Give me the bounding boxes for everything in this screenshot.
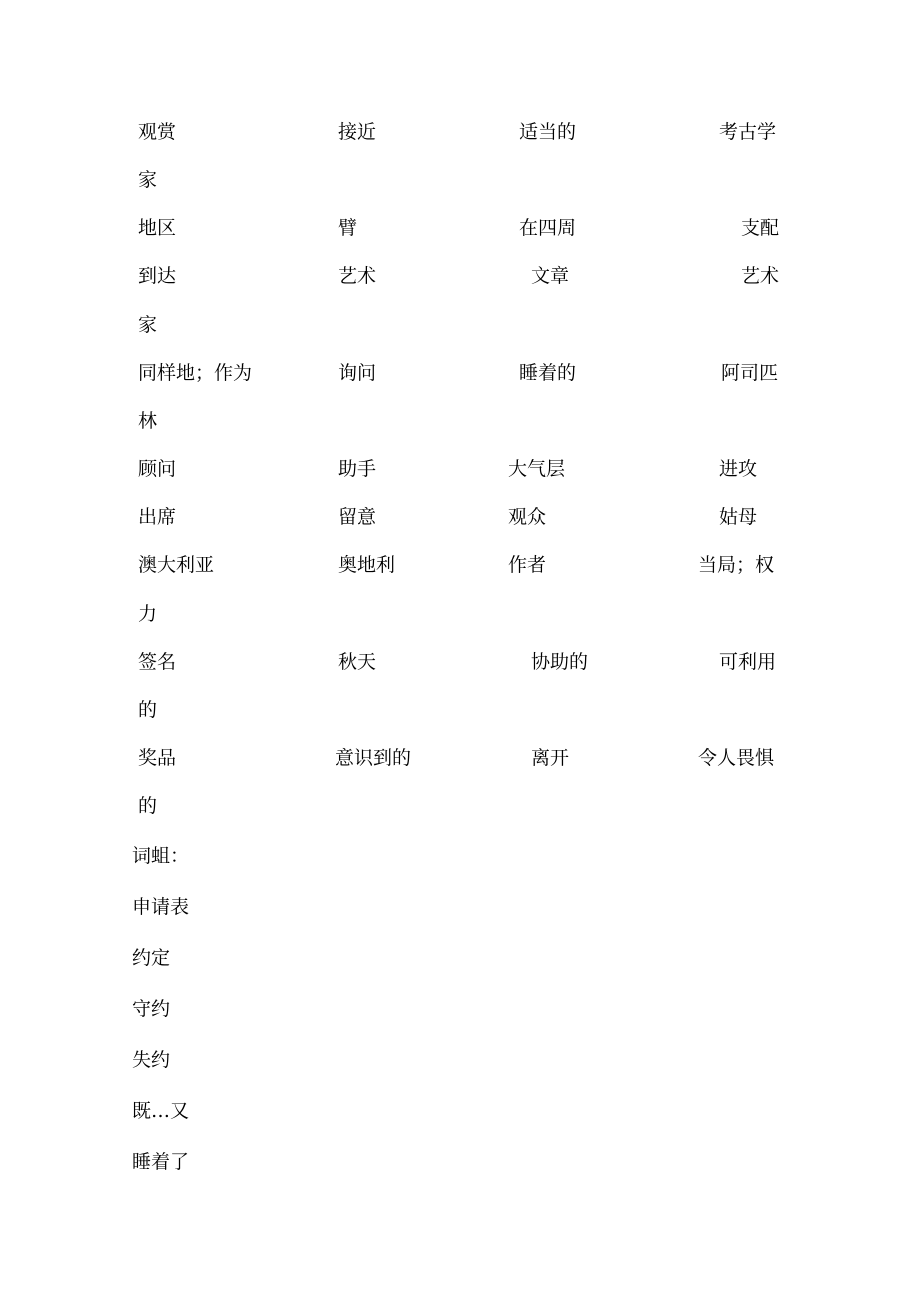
vocab-r3-c4: 艺术 — [741, 265, 780, 287]
vocab-r1-c1: 观赏 — [138, 121, 177, 143]
vocab-r9-c2: 意识到的 — [335, 747, 412, 769]
vocab-r9-wrap: 的 — [138, 795, 158, 817]
phrases-heading: 词蛆： — [132, 845, 190, 867]
phrase-item: 既…又 — [132, 1100, 190, 1122]
vocab-r6-c3: 观众 — [508, 506, 547, 528]
vocab-r7-c1: 澳大利亚 — [138, 554, 215, 576]
vocab-r5-c1: 顾问 — [138, 458, 177, 480]
vocab-r3-c2: 艺术 — [338, 265, 377, 287]
phrase-item: 申请表 — [132, 896, 190, 918]
vocab-r5-c4: 进攻 — [719, 458, 758, 480]
vocab-r1-wrap: 家 — [138, 169, 158, 191]
vocab-r7-c3: 作者 — [508, 554, 547, 576]
vocab-r7-c4: 当局；权 — [698, 554, 775, 576]
vocab-r6-c4: 姑母 — [719, 506, 758, 528]
phrase-item: 约定 — [132, 947, 171, 969]
vocab-r1-c4: 考古学 — [719, 121, 777, 143]
vocab-r2-c2: 臂 — [338, 217, 358, 239]
vocab-r9-c3: 离开 — [531, 747, 570, 769]
vocab-r3-c3: 文章 — [531, 265, 570, 287]
vocab-r6-c1: 出席 — [138, 506, 177, 528]
vocab-r6-c2: 留意 — [338, 506, 377, 528]
vocab-r8-c3: 协助的 — [531, 651, 589, 673]
vocab-r4-c3: 睡着的 — [519, 362, 577, 384]
vocab-r9-c1: 奖品 — [138, 747, 177, 769]
vocab-r9-c4: 令人畏惧 — [698, 747, 775, 769]
vocab-r3-wrap: 家 — [138, 314, 158, 336]
vocab-r8-c4: 可利用 — [719, 651, 777, 673]
vocab-r4-c2: 询问 — [338, 362, 377, 384]
vocab-r2-c1: 地区 — [138, 217, 177, 239]
vocab-r1-c2: 接近 — [338, 121, 377, 143]
vocab-r2-c4: 支配 — [741, 217, 780, 239]
vocab-r4-wrap: 林 — [138, 410, 158, 432]
vocab-r5-c3: 大气层 — [508, 458, 566, 480]
vocab-r5-c2: 助手 — [338, 458, 377, 480]
vocab-r2-c3: 在四周 — [519, 217, 577, 239]
vocab-r8-c2: 秋天 — [338, 651, 377, 673]
phrase-item: 守约 — [132, 998, 171, 1020]
vocab-r3-c1: 到达 — [138, 265, 177, 287]
vocab-r1-c3: 适当的 — [519, 121, 577, 143]
vocab-r7-wrap: 力 — [138, 603, 158, 625]
vocab-r8-c1: 签名 — [138, 651, 177, 673]
vocab-r7-c2: 奥地利 — [338, 554, 396, 576]
vocab-r4-c1: 同样地；作为 — [138, 362, 253, 384]
vocab-r8-wrap: 的 — [138, 699, 158, 721]
phrase-item: 睡着了 — [132, 1151, 190, 1173]
phrase-item: 失约 — [132, 1049, 171, 1071]
vocab-r4-c4: 阿司匹 — [721, 362, 779, 384]
